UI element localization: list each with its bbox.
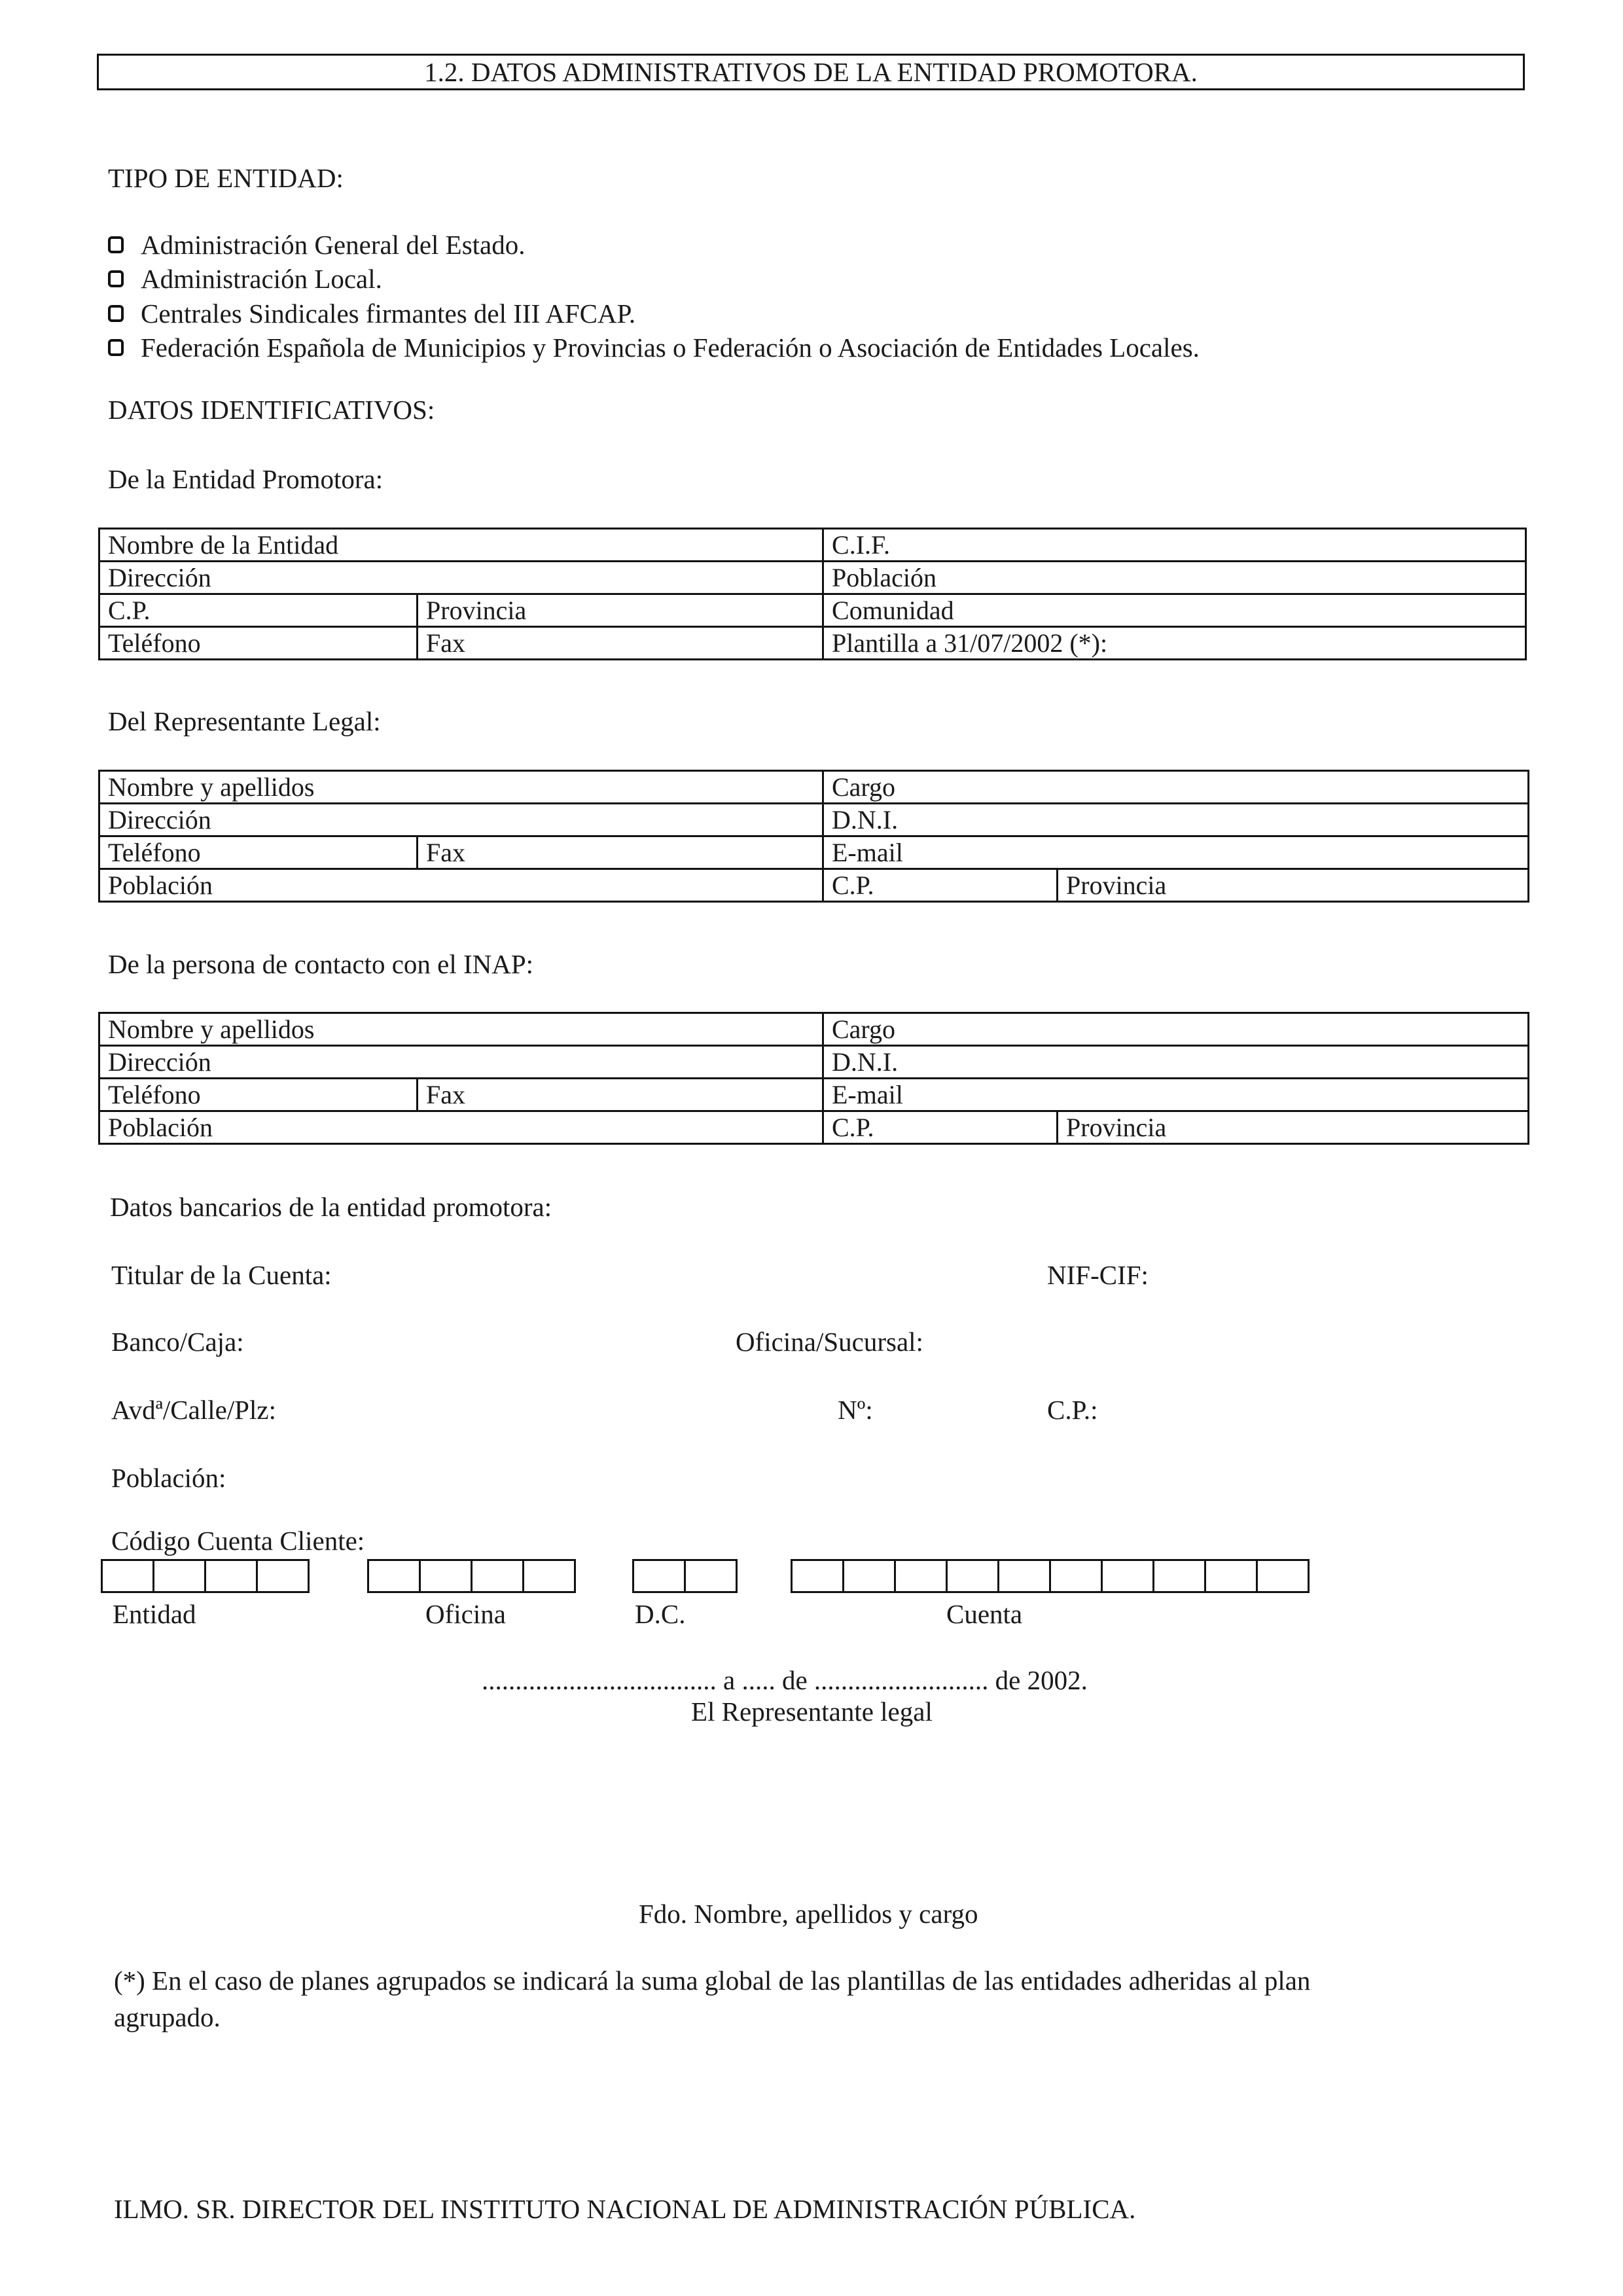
digit-box[interactable] bbox=[997, 1559, 1051, 1593]
titular-cuenta-label: Titular de la Cuenta: bbox=[111, 1260, 332, 1290]
digit-box[interactable] bbox=[1152, 1559, 1206, 1593]
poblacion-banco-label: Población: bbox=[111, 1463, 226, 1493]
contacto-dni-field[interactable]: D.N.I. bbox=[823, 1046, 1529, 1079]
nombre-entidad-field[interactable]: Nombre de la Entidad bbox=[99, 529, 823, 562]
option-centrales-sindicales[interactable] bbox=[108, 298, 635, 329]
direccion-banco-label: Avdª/Calle/Plz: bbox=[111, 1395, 276, 1425]
contacto-cargo-field[interactable]: Cargo bbox=[823, 1013, 1529, 1046]
signer-role: El Representante legal bbox=[691, 1696, 933, 1727]
rep-telefono-field[interactable]: Teléfono bbox=[99, 836, 418, 869]
contacto-poblacion-field[interactable]: Población bbox=[99, 1111, 823, 1144]
cp-banco-label: C.P.: bbox=[1047, 1395, 1098, 1425]
poblacion-field[interactable]: Población bbox=[823, 562, 1526, 594]
comunidad-field[interactable]: Comunidad bbox=[823, 594, 1526, 627]
digit-box[interactable] bbox=[101, 1559, 154, 1593]
digit-box[interactable] bbox=[419, 1559, 473, 1593]
digit-box[interactable] bbox=[791, 1559, 844, 1593]
digit-box[interactable] bbox=[204, 1559, 258, 1593]
digit-box[interactable] bbox=[1256, 1559, 1310, 1593]
date-line: ................................... a ..... de .......................... de 2002. bbox=[482, 1665, 1088, 1695]
contacto-email-field[interactable]: E-mail bbox=[823, 1079, 1529, 1111]
contacto-provincia-field[interactable]: Provincia bbox=[1058, 1111, 1529, 1144]
contacto-telefono-field[interactable]: Teléfono bbox=[99, 1079, 418, 1111]
rep-nombre-field[interactable]: Nombre y apellidos bbox=[99, 771, 823, 804]
ccc-oficina-label: Oficina bbox=[425, 1599, 506, 1629]
rep-cp-field[interactable]: C.P. bbox=[823, 869, 1058, 902]
ccc-label: Código Cuenta Cliente: bbox=[111, 1526, 365, 1556]
nif-cif-label: NIF-CIF: bbox=[1047, 1260, 1149, 1290]
entidad-promotora-table bbox=[98, 528, 1527, 660]
tipo-entidad-heading: TIPO DE ENTIDAD: bbox=[108, 163, 344, 193]
contacto-cp-field[interactable]: C.P. bbox=[823, 1111, 1058, 1144]
telefono-field[interactable]: Teléfono bbox=[99, 627, 418, 660]
option-administracion-local[interactable] bbox=[108, 263, 382, 295]
option-federacion[interactable] bbox=[108, 332, 1200, 363]
digit-box[interactable] bbox=[842, 1559, 896, 1593]
ccc-dc-boxes[interactable] bbox=[632, 1559, 738, 1593]
persona-contacto-table bbox=[98, 1012, 1529, 1145]
rep-dni-field[interactable]: D.N.I. bbox=[823, 804, 1529, 836]
option-label: Federación Española de Municipios y Provincias o Federación o Asociación de Entidades Locales. bbox=[141, 332, 1200, 363]
signature-caption: Fdo. Nombre, apellidos y cargo bbox=[639, 1899, 978, 1929]
option-administracion-general[interactable] bbox=[108, 229, 526, 260]
option-label: Administración General del Estado. bbox=[141, 230, 526, 260]
cif-field[interactable]: C.I.F. bbox=[823, 529, 1526, 562]
rep-cargo-field[interactable]: Cargo bbox=[823, 771, 1529, 804]
checkbox[interactable] bbox=[108, 339, 124, 356]
digit-box[interactable] bbox=[1204, 1559, 1258, 1593]
ccc-oficina-boxes[interactable] bbox=[367, 1559, 576, 1593]
footnote-line-2: agrupado. bbox=[114, 2002, 221, 2032]
checkbox[interactable] bbox=[108, 270, 124, 287]
ccc-cuenta-boxes[interactable] bbox=[791, 1559, 1310, 1593]
contacto-direccion-field[interactable]: Dirección bbox=[99, 1046, 823, 1079]
checkbox[interactable] bbox=[108, 305, 124, 322]
representante-legal-table bbox=[98, 770, 1529, 903]
ccc-dc-label: D.C. bbox=[635, 1599, 686, 1629]
persona-contacto-label: De la persona de contacto con el INAP: bbox=[108, 949, 534, 979]
contacto-nombre-field[interactable]: Nombre y apellidos bbox=[99, 1013, 823, 1046]
provincia-field[interactable]: Provincia bbox=[418, 594, 823, 627]
rep-direccion-field[interactable]: Dirección bbox=[99, 804, 823, 836]
digit-box[interactable] bbox=[152, 1559, 206, 1593]
digit-box[interactable] bbox=[522, 1559, 576, 1593]
rep-provincia-field[interactable]: Provincia bbox=[1058, 869, 1529, 902]
ccc-cuenta-label: Cuenta bbox=[946, 1599, 1023, 1629]
footnote-line-1: (*) En el caso de planes agrupados se indicará la suma global de las plantillas de las entidades adheridas al plan bbox=[114, 1965, 1311, 1996]
section-title-box bbox=[97, 54, 1525, 90]
direccion-field[interactable]: Dirección bbox=[99, 562, 823, 594]
option-label: Centrales Sindicales firmantes del III AFCAP. bbox=[141, 298, 636, 329]
rep-email-field[interactable]: E-mail bbox=[823, 836, 1529, 869]
checkbox[interactable] bbox=[108, 236, 124, 253]
digit-box[interactable] bbox=[632, 1559, 686, 1593]
digit-box[interactable] bbox=[256, 1559, 310, 1593]
addressee: ILMO. SR. DIRECTOR DEL INSTITUTO NACIONAL DE ADMINISTRACIÓN PÚBLICA. bbox=[114, 2194, 1136, 2224]
contacto-fax-field[interactable]: Fax bbox=[418, 1079, 823, 1111]
numero-label: Nº: bbox=[838, 1395, 873, 1425]
datos-identificativos-heading: DATOS IDENTIFICATIVOS: bbox=[108, 395, 435, 425]
ccc-entidad-boxes[interactable] bbox=[101, 1559, 310, 1593]
oficina-sucursal-label: Oficina/Sucursal: bbox=[736, 1327, 923, 1357]
digit-box[interactable] bbox=[471, 1559, 524, 1593]
ccc-entidad-label: Entidad bbox=[113, 1599, 196, 1629]
fax-field[interactable]: Fax bbox=[418, 627, 823, 660]
datos-bancarios-heading: Datos bancarios de la entidad promotora: bbox=[110, 1192, 552, 1222]
digit-box[interactable] bbox=[367, 1559, 421, 1593]
digit-box[interactable] bbox=[946, 1559, 999, 1593]
rep-fax-field[interactable]: Fax bbox=[418, 836, 823, 869]
rep-poblacion-field[interactable]: Población bbox=[99, 869, 823, 902]
representante-legal-label: Del Representante Legal: bbox=[108, 706, 381, 736]
digit-box[interactable] bbox=[1049, 1559, 1103, 1593]
option-label: Administración Local. bbox=[141, 264, 382, 294]
entidad-promotora-label: De la Entidad Promotora: bbox=[108, 464, 383, 494]
cp-field[interactable]: C.P. bbox=[99, 594, 418, 627]
banco-caja-label: Banco/Caja: bbox=[111, 1327, 244, 1357]
plantilla-field[interactable]: Plantilla a 31/07/2002 (*): bbox=[823, 627, 1526, 660]
digit-box[interactable] bbox=[894, 1559, 948, 1593]
digit-box[interactable] bbox=[1101, 1559, 1154, 1593]
digit-box[interactable] bbox=[684, 1559, 738, 1593]
section-title: 1.2. DATOS ADMINISTRATIVOS DE LA ENTIDAD PROMOTORA. bbox=[424, 57, 1198, 87]
